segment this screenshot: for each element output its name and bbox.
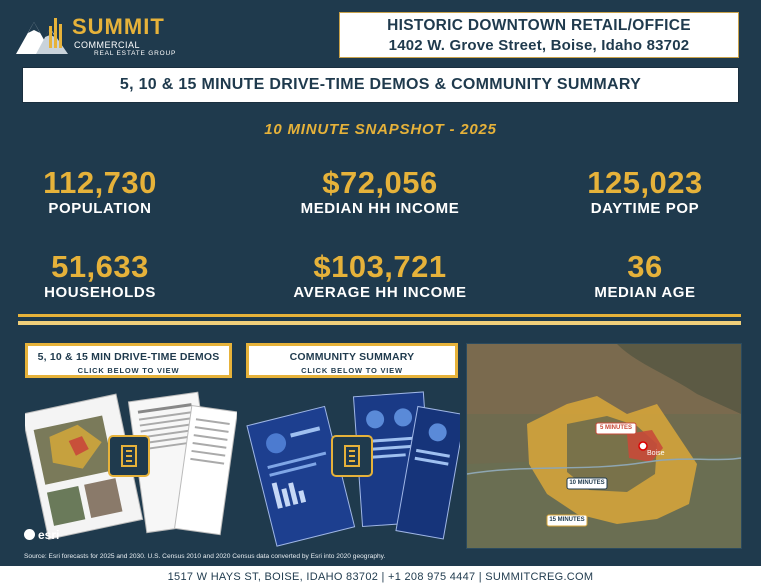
community-card-title: COMMUNITY SUMMARY — [289, 351, 415, 363]
logo-tagline: REAL ESTATE GROUP — [94, 50, 177, 57]
esri-logo — [24, 528, 59, 542]
stat-value: 112,730 — [43, 165, 157, 200]
source-note: Source: Esri forecasts for 2025 and 2030. U.S. Census 2010 and 2020 Census data converted by Esri into 2020 geography. — [24, 553, 386, 560]
satellite-map-image — [467, 344, 741, 548]
demos-card-title: 5, 10 & 15 MIN DRIVE-TIME DEMOS — [37, 351, 220, 363]
drive-time-map[interactable] — [466, 343, 742, 549]
demos-report-thumbnail[interactable] — [25, 380, 237, 548]
logo-subtitle: COMMERCIAL — [74, 40, 141, 50]
summit-logo — [14, 12, 184, 58]
fifteen-minute-label: 15 MINUTES — [549, 517, 585, 523]
property-name: HISTORIC DOWNTOWN RETAIL/OFFICE — [387, 17, 691, 34]
community-card-button[interactable] — [246, 343, 458, 378]
stat-median-income — [270, 166, 490, 218]
esri-label: esri — [38, 528, 60, 542]
gold-divider — [18, 314, 741, 317]
stat-median-age — [565, 250, 725, 302]
demos-card-button[interactable] — [25, 343, 232, 378]
mountain-logo-icon — [14, 12, 70, 56]
stat-label: MEDIAN AGE — [594, 284, 696, 301]
stat-label: POPULATION — [48, 200, 152, 217]
stat-daytime-pop — [565, 166, 725, 218]
stat-value: 125,023 — [587, 165, 703, 200]
stat-households — [20, 250, 180, 302]
stat-label: MEDIAN HH INCOME — [300, 200, 460, 217]
gold-divider — [18, 321, 741, 325]
snapshot-title: 10 MINUTE SNAPSHOT - 2025 — [264, 121, 497, 138]
stat-label: AVERAGE HH INCOME — [293, 284, 467, 301]
city-label: Boise — [647, 450, 665, 457]
stat-population — [20, 166, 180, 218]
globe-icon — [24, 529, 35, 540]
logo-name: SUMMIT — [72, 14, 165, 39]
stat-value: $72,056 — [322, 165, 438, 200]
stat-label: DAYTIME POP — [590, 200, 700, 217]
ten-minute-label: 10 MINUTES — [569, 480, 605, 486]
footer-contact: 1517 W HAYS ST, BOISE, IDAHO 83702 | +1 208 975 4447 | SUMMITCREG.COM — [0, 566, 761, 588]
stat-value: $103,721 — [313, 249, 447, 284]
community-report-thumbnail[interactable] — [246, 380, 460, 548]
stat-label: HOUSEHOLDS — [44, 284, 156, 301]
stat-value: 51,633 — [51, 249, 149, 284]
demos-card-subtitle: CLICK BELOW TO VIEW — [77, 366, 180, 375]
stat-average-income — [262, 250, 498, 302]
community-card-subtitle: CLICK BELOW TO VIEW — [301, 366, 403, 375]
five-minute-label: 5 MINUTES — [599, 425, 632, 431]
property-header — [339, 12, 739, 58]
property-address: 1402 W. Grove Street, Boise, Idaho 83702 — [388, 37, 690, 54]
section-title: 5, 10 & 15 MINUTE DRIVE-TIME DEMOS & COMMUNITY SUMMARY — [22, 67, 739, 103]
stat-value: 36 — [627, 249, 663, 284]
